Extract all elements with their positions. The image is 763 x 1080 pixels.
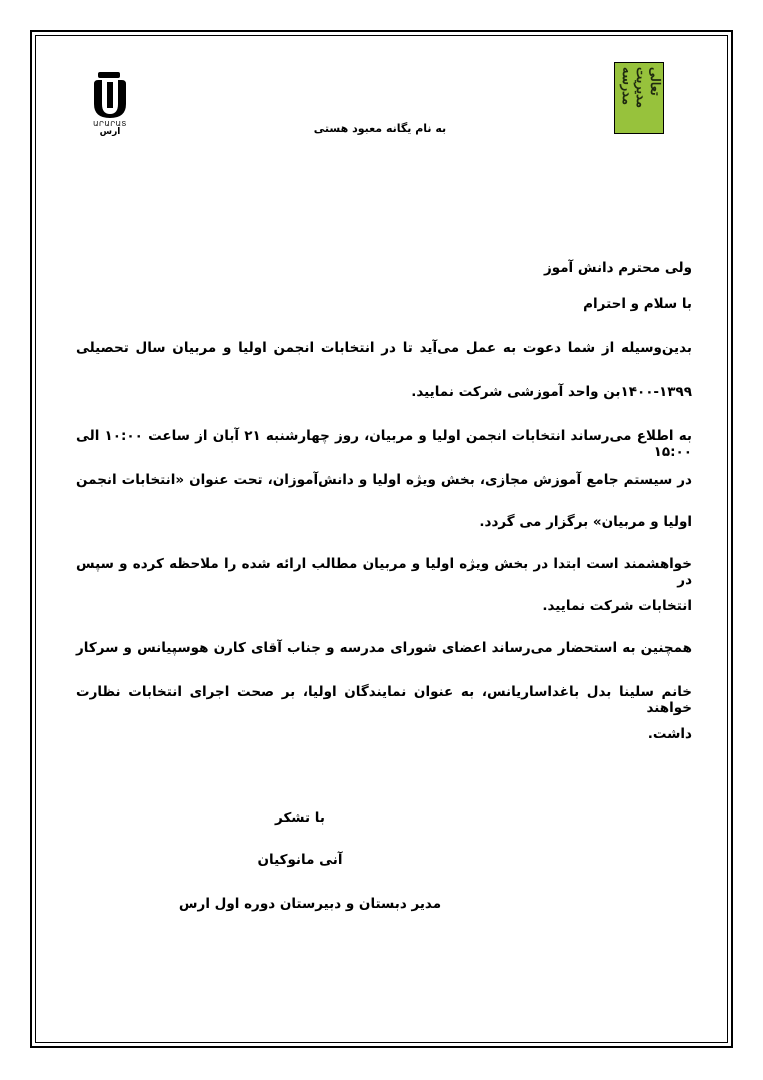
- aras-logo-persian-text: ارس: [99, 127, 121, 137]
- signature-thanks: با تشکر: [275, 810, 325, 826]
- paragraph-3-line-2: انتخابات شرکت نمایید.: [542, 598, 692, 614]
- school-excellence-logo-text: تعالی مدیریت مدرسه: [619, 67, 662, 108]
- aras-logo-icon: [88, 70, 132, 120]
- page-border-inner: [35, 35, 728, 1043]
- paragraph-2-line-2: در سیستم جامع آموزش مجازی، بخش ویژه اولیا و دانش‌آموزان، تحت عنوان «انتخابات انجمن: [76, 472, 692, 488]
- paragraph-4-line-3: داشت.: [647, 726, 692, 742]
- paragraph-4-line-2: خانم سلینا بدل باغداساریانس، به عنوان نمایندگان اولیا، بر صحت اجرای انتخابات نظارت خواهند: [76, 684, 692, 716]
- signature-name: آنی مانوکیان: [257, 852, 343, 868]
- invocation-heading: به نام یگانه معبود هستی: [313, 122, 447, 135]
- paragraph-2-line-1: به اطلاع می‌رساند انتخابات انجمن اولیا و مربیان، روز چهارشنبه ۲۱ آبان از ساعت ۱۰:۰۰ الی ۱۵:۰۰: [76, 428, 692, 460]
- aras-school-logo: [88, 70, 132, 136]
- paragraph-3-line-1: خواهشمند است ابتدا در بخش ویژه اولیا و مربیان مطالب ارائه شده را ملاحظه کرده و سپس در: [76, 556, 692, 588]
- paragraph-1-line-2: ۱۴۰۰-۱۳۹۹بن واحد آموزشی شرکت نمایید.: [411, 384, 692, 400]
- aras-logo-latin-text: ԱՐԱՐԱՏ: [93, 120, 127, 128]
- paragraph-1-line-1: بدین‌وسیله از شما دعوت به عمل می‌آید تا در انتخابات انجمن اولیا و مربیان سال تحصیلی: [76, 340, 692, 356]
- greeting: با سلام و احترام: [583, 296, 692, 312]
- salutation: ولی محترم دانش آموز: [543, 260, 692, 276]
- school-excellence-logo: [614, 62, 664, 134]
- signature-title: مدیر دبستان و دبیرستان دوره اول ارس: [178, 896, 442, 912]
- paragraph-4-line-1: همچنین به استحضار می‌رساند اعضای شورای مدرسه و جناب آقای کارن هوسپیانس و سرکار: [76, 640, 692, 656]
- paragraph-2-line-3: اولیا و مربیان» برگزار می گردد.: [479, 514, 692, 530]
